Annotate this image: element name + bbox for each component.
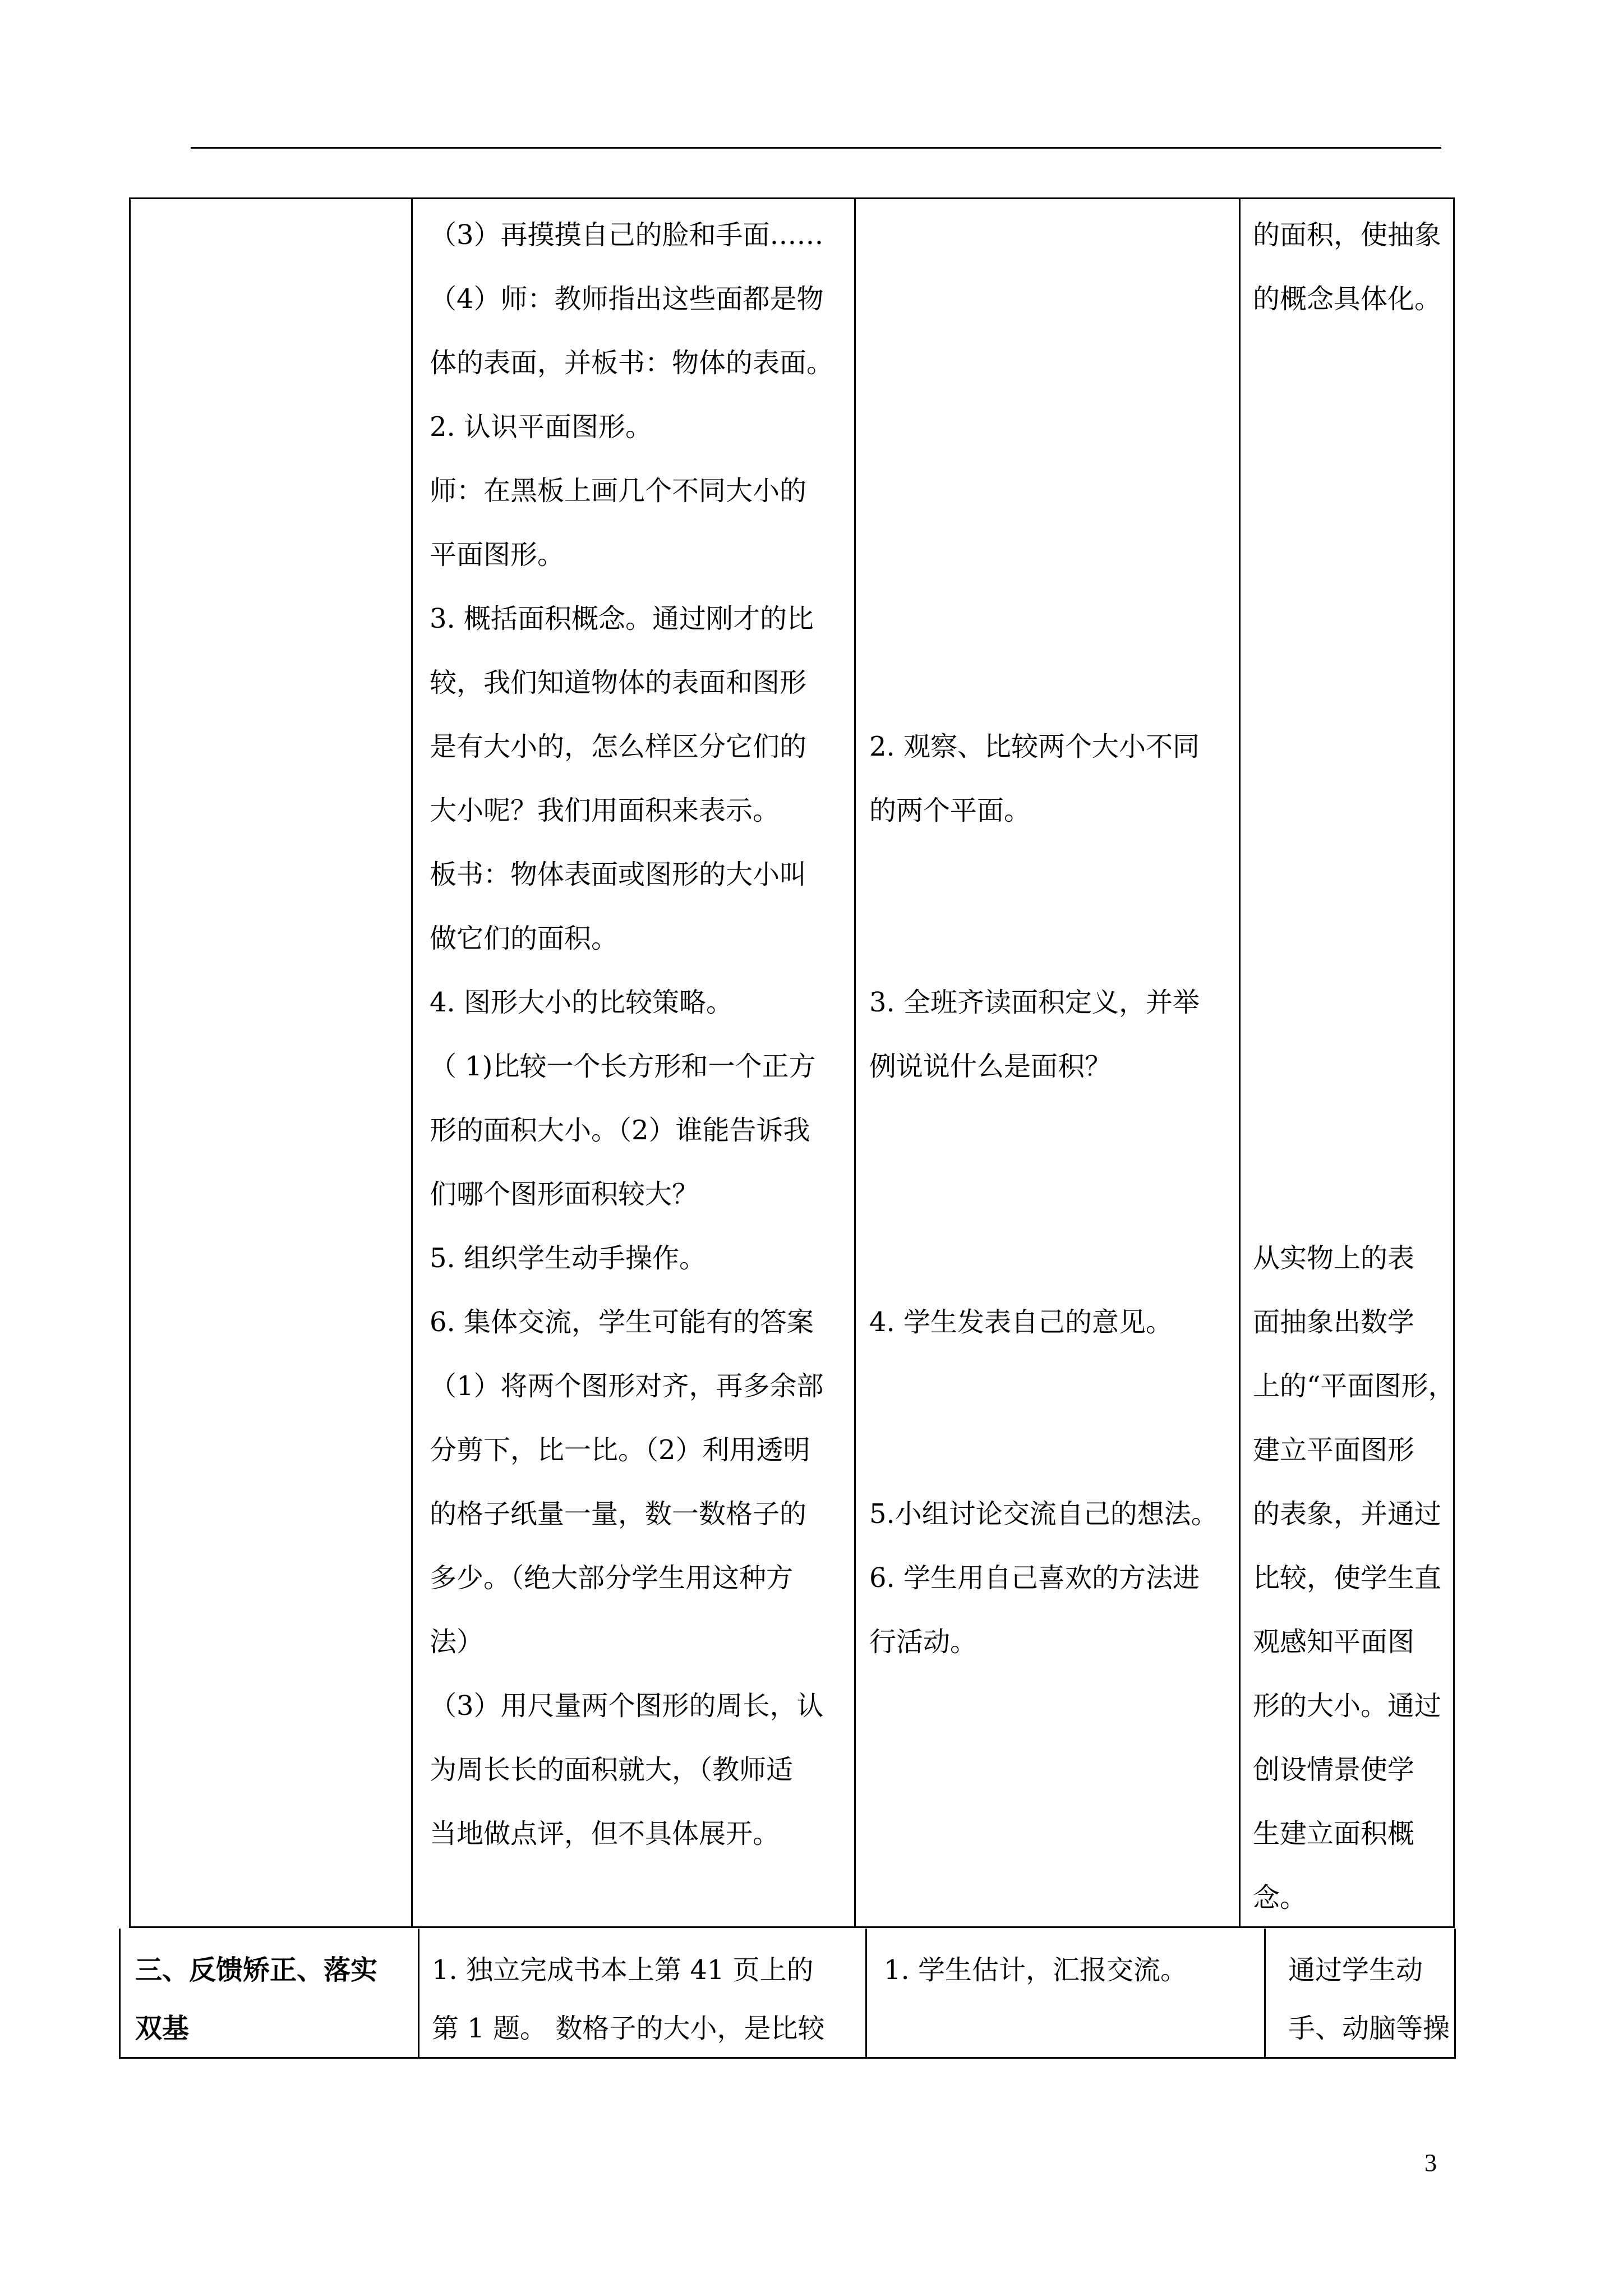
teacher-line: 3. 概括面积概念。通过刚才的比 [430, 603, 814, 634]
teacher-line: 多少。（绝大部分学生用这种方 [430, 1562, 794, 1594]
teacher-line: （ 1)比较一个长方形和一个正方 [430, 1051, 816, 1082]
intent-line: 上的“平面图形， [1253, 1370, 1455, 1402]
intent-line: 的概念具体化。 [1253, 283, 1442, 315]
teacher-activity-cell [413, 199, 854, 1926]
lesson-table-section-3 [119, 1929, 1456, 2059]
teacher-line: 做它们的面积。 [430, 923, 619, 954]
teacher-line: 大小呢？我们用面积来表示。 [430, 795, 780, 826]
intent-line: 面抽象出数学 [1253, 1306, 1415, 1338]
student-line: 2. 观察、比较两个大小不同 [869, 731, 1200, 762]
teacher-line: 当地做点评，但不具体展开。 [430, 1818, 780, 1849]
design-intent-cell [1266, 1929, 1454, 2057]
student-line: 4. 学生发表自己的意见。 [869, 1306, 1173, 1338]
teacher-line: 6. 集体交流，学生可能有的答案 [430, 1306, 814, 1338]
teacher-line: （3）用尺量两个图形的周长，认 [430, 1690, 824, 1722]
intent-line: 比较，使学生直 [1253, 1562, 1442, 1594]
student-line: 1. 学生估计，汇报交流。 [884, 1954, 1188, 1986]
intent-line: 通过学生动 [1288, 1954, 1423, 1986]
student-line: 行活动。 [869, 1626, 978, 1658]
intent-line: 念。 [1253, 1882, 1307, 1913]
teacher-line: 较，我们知道物体的表面和图形 [430, 667, 807, 698]
intent-line: 的表象，并通过 [1253, 1498, 1442, 1530]
teacher-line: 们哪个图形面积较大？ [430, 1179, 699, 1210]
stage-title-line: 双基 [135, 2013, 190, 2044]
stage-cell-empty [131, 199, 411, 1926]
teacher-line: 体的表面，并板书：物体的表面。 [430, 347, 834, 379]
teacher-line: 板书：物体表面或图形的大小叫 [430, 859, 807, 890]
teacher-line: 师：在黑板上画几个不同大小的 [430, 475, 807, 507]
teacher-line: 是有大小的，怎么样区分它们的 [430, 731, 807, 762]
intent-line: 的面积，使抽象 [1253, 219, 1442, 251]
intent-line: 建立平面图形 [1253, 1434, 1415, 1466]
design-intent-cell [1241, 199, 1454, 1926]
teacher-line: （4）师：教师指出这些面都是物 [430, 283, 824, 315]
lesson-table-continued [129, 197, 1455, 1928]
intent-line: 从实物上的表 [1253, 1243, 1415, 1274]
teacher-line: 法） [430, 1626, 484, 1658]
teacher-line: （3）再摸摸自己的脸和手面…… [430, 219, 824, 251]
teacher-line: 的格子纸量一量，数一数格子的 [430, 1498, 807, 1530]
teacher-line: 为周长长的面积就大，（教师适 [430, 1754, 794, 1786]
page-number: 3 [1424, 2149, 1437, 2177]
intent-line: 形的大小。通过 [1253, 1690, 1442, 1722]
teacher-line: 2. 认识平面图形。 [430, 411, 653, 443]
teacher-line: 1. 独立完成书本上第 41 页上的 [432, 1954, 814, 1986]
stage-title-line: 三、反馈矫正、落实 [135, 1954, 378, 1986]
intent-line: 观感知平面图 [1253, 1626, 1415, 1658]
student-line: 6. 学生用自己喜欢的方法进 [869, 1562, 1200, 1594]
student-line: 的两个平面。 [869, 795, 1031, 826]
intent-line: 创设情景使学 [1253, 1754, 1415, 1786]
teacher-line: （1）将两个图形对齐，再多余部 [430, 1370, 824, 1402]
stage-cell [121, 1929, 418, 2057]
student-activity-cell [867, 1929, 1264, 2057]
student-activity-cell [856, 199, 1239, 1926]
student-line: 5.小组讨论交流自己的想法。 [869, 1498, 1218, 1530]
header-rule [191, 147, 1441, 149]
intent-line: 手、动脑等操 [1288, 2013, 1450, 2044]
teacher-line: 平面图形。 [430, 539, 565, 570]
teacher-line: 分剪下，比一比。（2）利用透明 [430, 1434, 810, 1466]
teacher-line: 4. 图形大小的比较策略。 [430, 987, 734, 1018]
teacher-line: 第 1 题。 数格子的大小，是比较 [432, 2013, 825, 2044]
intent-line: 生建立面积概 [1253, 1818, 1415, 1849]
teacher-line: 形的面积大小。（2）谁能告诉我 [430, 1115, 810, 1146]
student-line: 3. 全班齐读面积定义，并举 [869, 987, 1200, 1018]
teacher-activity-cell [419, 1929, 865, 2057]
teacher-line: 5. 组织学生动手操作。 [430, 1243, 707, 1274]
student-line: 例说说什么是面积？ [869, 1051, 1112, 1082]
